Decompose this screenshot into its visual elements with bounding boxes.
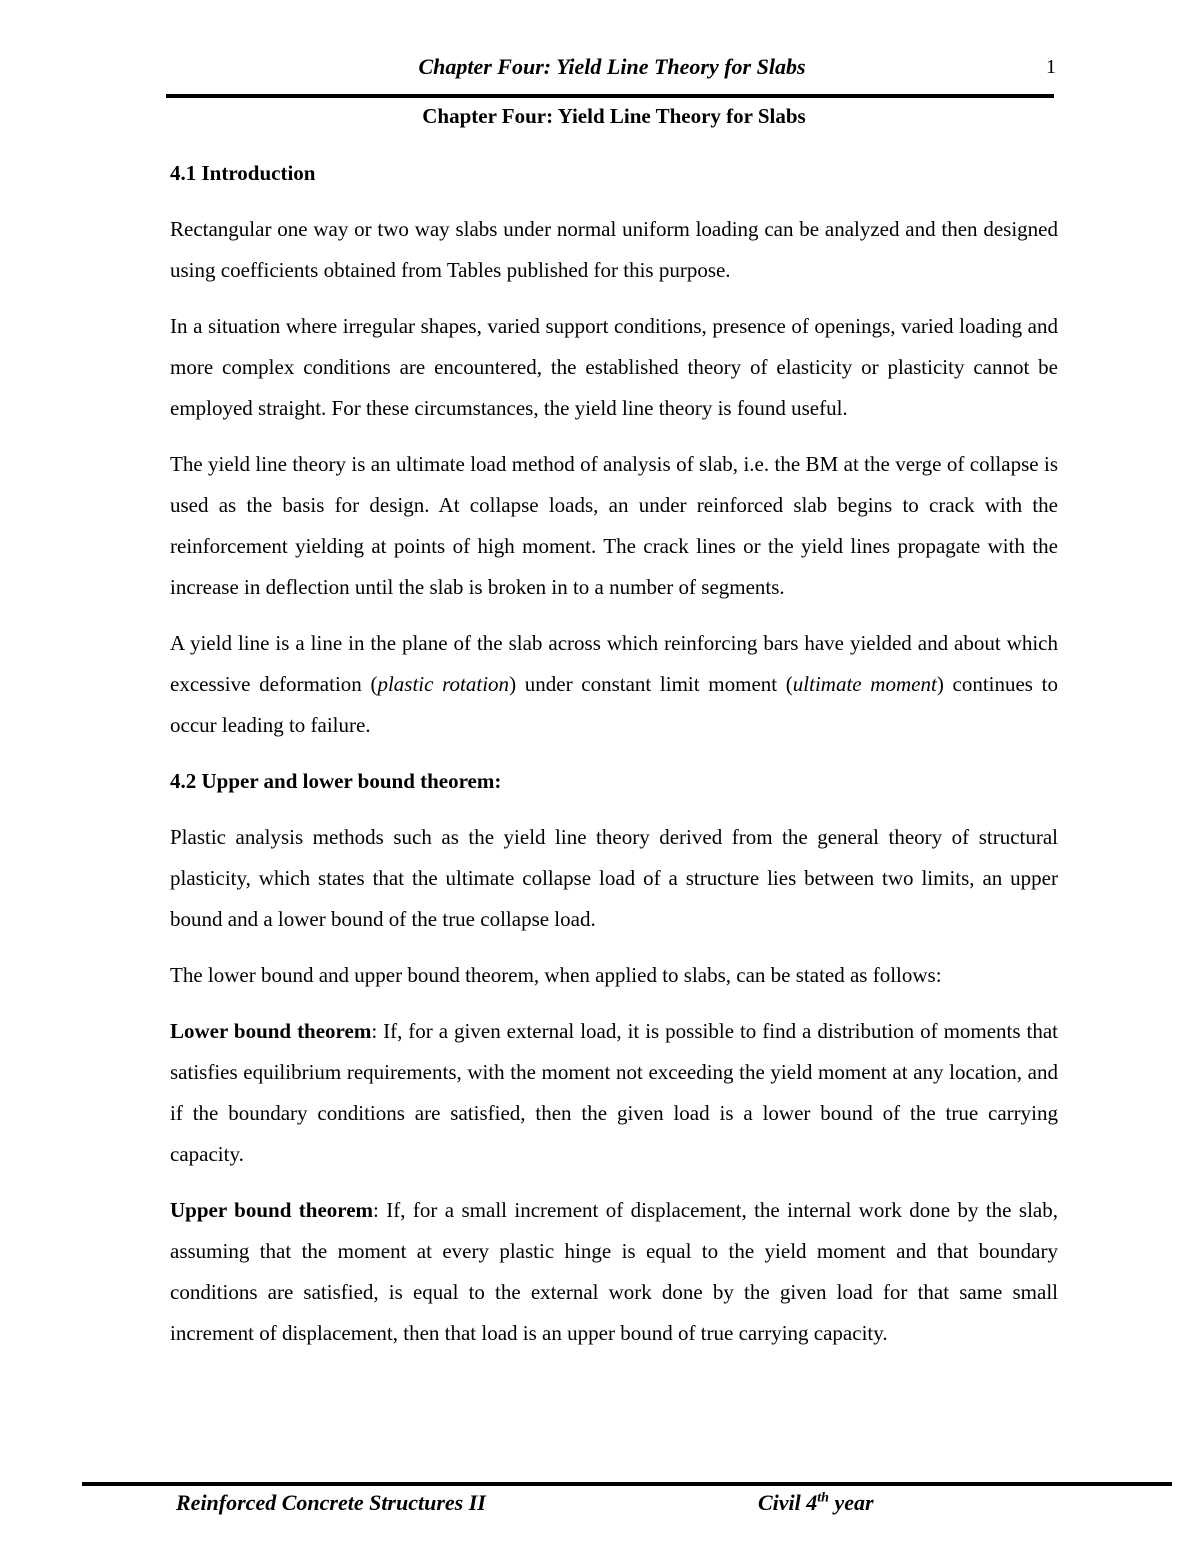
italic-term-ultimate-moment: ultimate moment [792, 672, 937, 696]
footer-year [758, 1490, 874, 1516]
term-upper-bound-theorem: Upper bound theorem [170, 1198, 374, 1222]
text-run: : If, for a small increment of displacement, the internal work done by the slab, assuming that the moment at every plastic hinge is equal to the yield moment and that boundary conditions are satisfied, is equal to the external work done by the given load for that same small increment of displacement, then that load is an upper bound of true carrying capacity. [170, 1198, 1058, 1345]
text-run: ) under constant limit moment ( [509, 672, 793, 696]
chapter-title: Chapter Four: Yield Line Theory for Slabs [422, 104, 806, 128]
page-footer [176, 1490, 896, 1526]
paragraph: The yield line theory is an ultimate load method of analysis of slab, i.e. the BM at the verge of collapse is used as the basis for design. At collapse loads, an under reinforced slab begins to crack with the reinforcement yielding at points of high moment. The crack lines or the yield lines propagate with the increase in deflection until the slab is broken in to a number of segments. [170, 452, 1058, 599]
document-body [170, 96, 1058, 1369]
footer-course-title: Reinforced Concrete Structures II [176, 1490, 486, 1515]
term-lower-bound-theorem: Lower bound theorem [170, 1019, 372, 1043]
paragraph: In a situation where irregular shapes, varied support conditions, presence of openings, varied loading and more complex conditions are encountered, the established theory of elasticity or plasticity cannot be employed straight. For these circumstances, the yield line theory is found useful. [170, 314, 1058, 420]
text-run: Civil 4 [758, 1490, 818, 1515]
text-run: year [828, 1490, 874, 1515]
paragraph: Rectangular one way or two way slabs under normal uniform loading can be analyzed and then designed using coefficients obtained from Tables published for this purpose. [170, 217, 1058, 282]
section-heading-bound-theorem: 4.2 Upper and lower bound theorem: [170, 769, 502, 793]
section-heading-introduction: 4.1 Introduction [170, 161, 316, 185]
page-number: 1 [1046, 56, 1056, 78]
superscript: th [817, 1490, 829, 1506]
text-run: ) continues to occur leading to failure. [170, 672, 1059, 737]
paragraph-lower-bound-theorem [170, 1011, 1058, 1175]
running-title: Chapter Four: Yield Line Theory for Slabs [418, 54, 806, 79]
footer-rule [82, 1482, 1172, 1486]
text-run: A yield line is a line in the plane of the slab across which reinforcing bars have yielded and about which excessive deformation ( [170, 631, 1058, 696]
paragraph-yield-line-definition [170, 623, 1058, 746]
italic-term-plastic-rotation: plastic rotation [377, 672, 510, 696]
paragraph: Plastic analysis methods such as the yield line theory derived from the general theory of structural plasticity, which states that the ultimate collapse load of a structure lies between two limits, an upper bound and a lower bound of the true collapse load. [170, 825, 1058, 931]
text-run: : If, for a given external load, it is possible to find a distribution of moments that satisfies equilibrium requirements, with the moment not exceeding the yield moment at any location, and if the boundary conditions are satisfied, then the given load is a lower bound of the true carrying capacity. [170, 1019, 1059, 1166]
paragraph-upper-bound-theorem [170, 1190, 1058, 1354]
page-header [168, 52, 1056, 88]
paragraph: The lower bound and upper bound theorem, when applied to slabs, can be stated as follows: [170, 963, 942, 987]
